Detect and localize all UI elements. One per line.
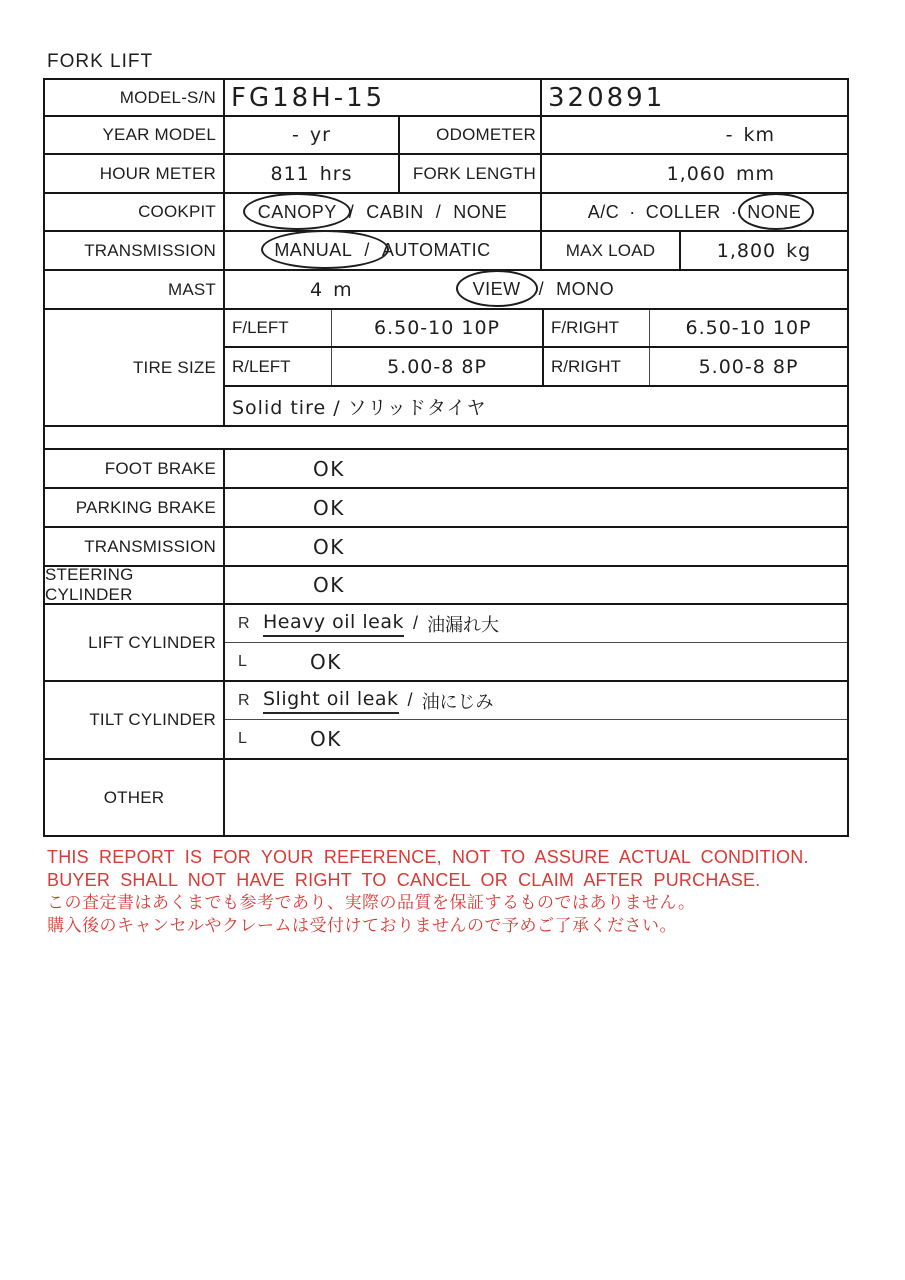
tilt-left-side-letter: L	[238, 730, 247, 747]
odometer-number: -	[725, 124, 734, 146]
fork-length-unit: mm	[735, 162, 775, 185]
table-row-steering-cylinder	[45, 567, 847, 605]
cookpit-options	[223, 194, 540, 230]
disclaimer-line-1: THIS REPORT IS FOR YOUR REFERENCE, NOT TO ASSURE ACTUAL CONDITION.	[47, 847, 809, 867]
max-load-number: 1,800	[716, 239, 777, 262]
tilt-cylinder-label: TILT CYLINDER	[89, 710, 216, 729]
table-row-hour-forklength	[45, 155, 847, 194]
transmission-label: TRANSMISSION	[84, 240, 216, 260]
lift-left-value: OK	[310, 649, 342, 674]
parking-brake-value: OK	[223, 489, 847, 526]
circle-mark-ac-none	[747, 202, 801, 223]
odometer-value	[540, 117, 847, 153]
lift-right-separator: /	[412, 613, 418, 633]
foot-brake-value: OK	[223, 450, 847, 487]
tire-note-row	[225, 387, 847, 425]
tilt-cylinder-cell	[223, 682, 847, 758]
ac-part-ac: A/C	[587, 201, 620, 222]
hour-number: 811	[270, 162, 310, 185]
steering-cylinder-value: OK	[223, 567, 847, 603]
ac-separator-1: ·	[629, 201, 636, 222]
other-value	[223, 760, 847, 835]
steering-cylinder-label: STEERING CYLINDER	[45, 565, 134, 604]
ac-option-none: NONE	[747, 201, 802, 222]
max-load-label: MAX LOAD	[540, 232, 679, 269]
odometer-unit: km	[743, 124, 775, 146]
table-row-year-odometer	[45, 117, 847, 155]
fork-length-label: FORK LENGTH	[398, 155, 540, 192]
tire-front-right-label: F/RIGHT	[542, 310, 649, 346]
mast-label: MAST	[167, 279, 216, 299]
mast-separator: /	[538, 279, 545, 299]
transmission-separator: /	[364, 240, 370, 260]
mast-height-unit: m	[333, 278, 353, 301]
cookpit-separator-2: /	[435, 201, 442, 222]
tilt-right-side-letter: R	[238, 691, 250, 709]
lift-right-condition-jp: 油漏れ大	[427, 614, 499, 635]
model-label: MODEL-S/N	[119, 87, 216, 107]
model-value: FG18H-15	[223, 80, 540, 115]
parking-brake-label: PARKING BRAKE	[75, 497, 216, 517]
table-row-parking-brake	[45, 489, 847, 528]
disclaimer-line-3: この査定書はあくまでも参考であり、実際の品質を保証するものではありません。	[47, 893, 696, 912]
table-row-transmission-check	[45, 528, 847, 567]
lift-left-side-letter: L	[238, 652, 247, 670]
year-model-value	[223, 117, 398, 153]
mast-option-view: VIEW	[472, 279, 521, 299]
tire-front-right-value: 6.50-10 10P	[649, 310, 847, 346]
table-row-other	[45, 760, 847, 835]
odometer-label: ODOMETER	[398, 117, 540, 153]
table-row-mast	[45, 271, 847, 310]
serial-value: 320891	[540, 80, 847, 115]
tire-rear-right-label: R/RIGHT	[542, 348, 649, 385]
tilt-left-value: OK	[310, 727, 342, 751]
tire-size-grid	[223, 310, 847, 425]
other-label: OTHER	[103, 787, 165, 807]
hour-meter-label: HOUR METER	[99, 163, 216, 183]
tire-front-left-label: F/LEFT	[232, 318, 289, 337]
table-row-foot-brake	[45, 450, 847, 489]
tire-rear-right-value: 5.00-8 8P	[649, 348, 847, 385]
circle-mark-view	[473, 279, 521, 300]
year-model-label: YEAR MODEL	[102, 125, 216, 144]
table-row-cookpit-ac	[45, 194, 847, 232]
fork-length-number: 1,060	[666, 162, 726, 185]
circle-mark-canopy	[258, 202, 337, 223]
transmission-option-automatic: AUTOMATIC	[381, 240, 491, 260]
year-unit: yr	[309, 124, 331, 146]
year-value: -	[292, 124, 300, 146]
transmission-options	[223, 232, 540, 269]
mast-option-mono: MONO	[556, 279, 615, 299]
cookpit-separator-1: /	[348, 201, 355, 222]
lift-cylinder-label: LIFT CYLINDER	[88, 632, 216, 652]
hour-meter-value	[223, 155, 398, 192]
tilt-right-condition-jp: 油にじみ	[421, 691, 494, 712]
tire-front-row	[225, 310, 847, 348]
mast-height-value: 4	[310, 278, 324, 301]
table-row-tilt-cylinder	[45, 682, 847, 760]
tire-size-label: TIRE SIZE	[132, 357, 216, 377]
disclaimer-line-4: 購入後のキャンセルやクレームは受付けておりませんので予めご了承ください。	[47, 916, 677, 935]
foot-brake-label: FOOT BRAKE	[104, 458, 216, 478]
cookpit-label: COOKPIT	[138, 202, 216, 221]
circle-mark-manual	[274, 240, 382, 261]
tilt-cylinder-right-row	[225, 682, 847, 720]
tire-rear-row	[225, 348, 847, 387]
cookpit-option-cabin: CABIN	[366, 201, 424, 222]
transmission-check-value: OK	[223, 528, 847, 565]
hour-unit: hrs	[319, 162, 353, 185]
table-row-lift-cylinder	[45, 605, 847, 682]
table-row-model	[45, 80, 847, 117]
cookpit-option-none: NONE	[453, 201, 508, 222]
max-load-unit: kg	[786, 239, 812, 262]
tilt-right-separator: /	[407, 690, 413, 710]
fork-length-value	[540, 155, 847, 192]
tire-note: Solid tire / ソリッドタイヤ	[232, 396, 487, 419]
lift-cylinder-right-row	[225, 605, 847, 643]
tire-rear-left-value: 5.00-8 8P	[331, 348, 542, 385]
disclaimer-block	[47, 846, 867, 938]
forklift-spec-table	[43, 78, 849, 837]
lift-cylinder-cell	[223, 605, 847, 680]
lift-right-side-letter: R	[238, 614, 250, 632]
tire-rear-left-label: R/LEFT	[232, 356, 291, 376]
ac-part-coller: COLLER	[645, 201, 721, 222]
table-row-tire-size	[45, 310, 847, 427]
transmission-check-label: TRANSMISSION	[84, 536, 216, 556]
spacer-row	[45, 427, 847, 450]
lift-cylinder-left-row	[225, 643, 847, 680]
ac-options	[540, 194, 847, 230]
cookpit-option-canopy: CANOPY	[257, 201, 337, 222]
page-title: FORK LIFT	[47, 51, 154, 72]
transmission-option-manual: MANUAL	[274, 240, 353, 260]
ac-separator-2: ·	[730, 201, 738, 222]
mast-value-cell	[223, 271, 847, 308]
disclaimer-line-2: BUYER SHALL NOT HAVE RIGHT TO CANCEL OR CLAIM AFTER PURCHASE.	[47, 870, 761, 890]
tilt-cylinder-left-row	[225, 720, 847, 758]
max-load-value	[679, 232, 847, 269]
lift-right-condition-en: Heavy oil leak	[263, 611, 404, 637]
tire-front-left-value: 6.50-10 10P	[331, 310, 542, 346]
tilt-right-condition-en: Slight oil leak	[263, 688, 399, 714]
table-row-transmission-maxload	[45, 232, 847, 271]
